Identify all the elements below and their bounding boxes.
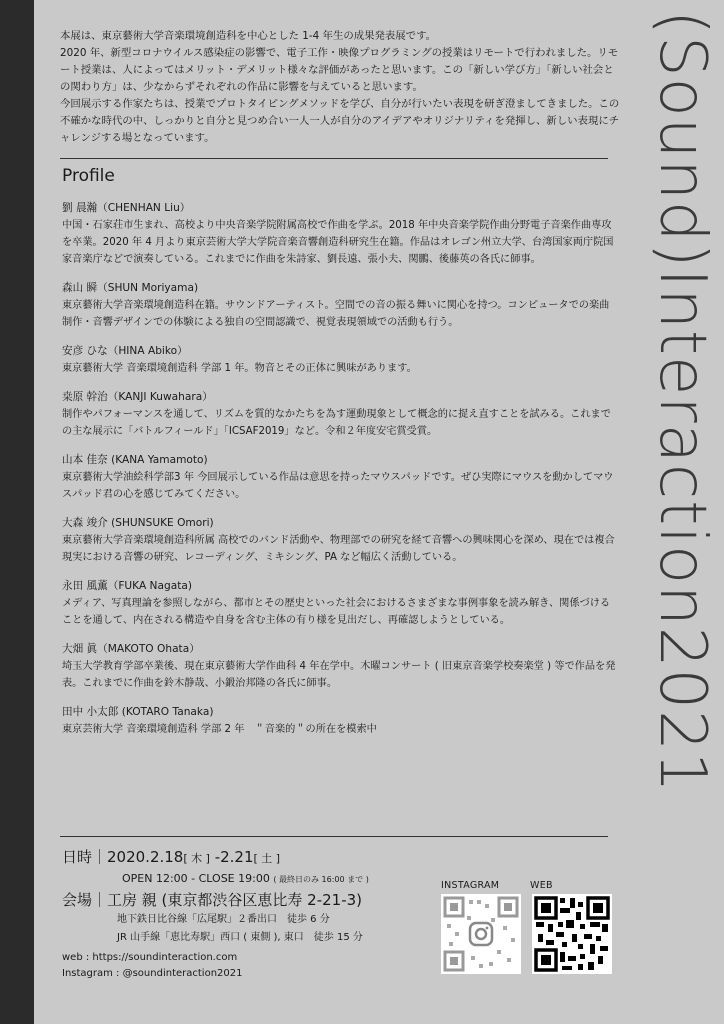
- date-end-day: [ 土 ]: [253, 852, 281, 865]
- profile-bio: 東京藝術大学音楽環境創造科在籍。サウンドアーティスト。空間での音の振る舞いに関心を持つ。コンピュータでの楽曲制作・音響デザインでの体験による独自の空間認識で、視覚表現領域での活動も行う。: [62, 300, 610, 328]
- event-date: [62, 846, 442, 870]
- profile-bio: 制作やパフォーマンスを通して、リズムを質的なかたちを為す運動現象として概念的に捉え直すことを試みる。これまでの主な展示に「バトルフィールド」「ICSAF2019」など。令和２年度安宅賞受賞。: [62, 409, 611, 437]
- profile-name: 大畑 眞（MAKOTO Ohata）: [62, 643, 200, 655]
- profile-item: [62, 641, 618, 692]
- profile-heading: Profile: [62, 166, 115, 186]
- profile-name: 森山 瞬（SHUN Moriyama): [62, 282, 199, 294]
- profile-name: 劉 晨瀚（CHENHAN Liu）: [62, 202, 191, 214]
- left-dark-strip: [0, 0, 34, 1024]
- profile-item: [62, 515, 618, 566]
- profile-item: [62, 452, 618, 503]
- intro-text: [60, 28, 620, 147]
- links: [62, 950, 242, 982]
- instagram-qr-code[interactable]: [441, 894, 521, 974]
- hours-text: OPEN 12:00 - CLOSE 19:00: [122, 872, 270, 885]
- date-separator: -2.21: [209, 848, 254, 866]
- web-link[interactable]: web : https://soundinteraction.com: [62, 952, 238, 963]
- event-info: [62, 846, 442, 947]
- instagram-link[interactable]: Instagram : @soundinteraction2021: [62, 968, 243, 979]
- intro-paragraph: 今回展示する作家たちは、授業でプロトタイピングメソッドを学び、自分が行いたい表現を研ぎ澄ましてきました。この不確かな時代の中、しっかりと自分と見つめ合い一人一人が自分のアイデアやオリジナリティを発揮し、新しい表現にチャレンジする場となっています。: [60, 98, 620, 144]
- web-qr-label: WEB: [530, 880, 553, 891]
- divider-top: [60, 158, 608, 159]
- profile-name: 大森 竣介 (SHUNSUKE Omori): [62, 517, 214, 529]
- profile-name: 安彦 ひな（HINA Abiko）: [62, 345, 188, 357]
- profile-list: [62, 200, 618, 750]
- profile-name: 山本 佳奈 (KANA Yamamoto): [62, 454, 208, 466]
- instagram-qr-icon: [441, 894, 521, 974]
- profile-item: [62, 389, 618, 440]
- profile-bio: 東京芸術大学 音楽環境創造科 学部 2 年 ＂音楽的＂の所在を模索中: [62, 724, 377, 735]
- profile-bio: 東京藝術大学油絵科学部3 年 今回展示している作品は意思を持ったマウスパッドです。ぜひ実際にマウスを動かしてマウスパッド君の心を感じてみてください。: [62, 472, 614, 500]
- access-info: [117, 911, 442, 947]
- date-label: 日時｜2020.2.18: [62, 848, 184, 866]
- divider-bottom: [60, 836, 608, 837]
- profile-bio: 東京藝術大学 音楽環境創造科 学部 1 年。物音とその正体に興味があります。: [62, 363, 417, 374]
- web-qr-icon: [532, 894, 612, 974]
- profile-bio: 中国・石家荘市生まれ、高校より中央音楽学院附属高校で作曲を学ぶ。2018 年中央音楽学院作曲分野電子音楽作曲専攻を卒業。2020 年 4 月より東京芸術大学大学院音楽音響創造科研究生在籍。作品はオレゴン州立大学、台湾国家両庁院国家音楽庁などで演奏している。これまでに作曲を朱詩家、劉長遠、張小夫、関鵬、後藤英の各氏に師事。: [62, 220, 614, 265]
- profile-name: 桒原 幹治（KANJI Kuwahara）: [62, 391, 213, 403]
- access-line: 地下鉄日比谷線「広尾駅」２番出口 徒歩 6 分: [117, 914, 330, 925]
- web-qr-code[interactable]: [532, 894, 612, 974]
- profile-item: [62, 200, 618, 268]
- hours-note: ( 最終日のみ 16:00 まで ): [273, 875, 369, 884]
- profile-item: [62, 343, 618, 377]
- profile-name: 永田 風薫（FUKA Nagata): [62, 580, 192, 592]
- intro-paragraph: 本展は、東京藝術大学音楽環境創造科を中心とした 1-4 年生の成果発表展です。: [60, 30, 437, 42]
- profile-bio: メディア、写真理論を参照しながら、都市とその歴史といった社会におけるさまざまな事例事象を読み解き、関係づけることを通して、内在される構造や自身を含む主体の有り様を見出だし、再確認しようとしている。: [62, 598, 611, 626]
- date-start-day: [ 木 ]: [183, 852, 210, 865]
- vertical-title: (Sound)Interaction2021: [645, 10, 719, 794]
- intro-paragraph: 2020 年、新型コロナウイルス感染症の影響で、電子工作・映像プログラミングの授業はリモートで行われました。リモート授業は、人によってはメリット・デメリット様々な評価があったと思います。この「新しい学び方」「新しい社会との関わり方」は、少なからずそれぞれの作品に影響を与えていると思います。: [60, 47, 619, 93]
- profile-item: [62, 578, 618, 629]
- profile-name: 田中 小太郎 (KOTARO Tanaka): [62, 706, 214, 718]
- profile-bio: 埼玉大学教育学部卒業後、現在東京藝術大学作曲科 4 年在学中。木曜コンサート ( 旧東京音楽学校奏楽堂 ) 等で作品を発表。これまでに作曲を鈴木静哉、小鍛治邦隆の各氏に師事。: [62, 661, 616, 689]
- event-hours: [122, 870, 442, 889]
- access-line: JR 山手線「恵比寿駅」西口 ( 東側 ), 東口 徒歩 15 分: [117, 932, 363, 943]
- profile-item: [62, 280, 618, 331]
- event-venue: 会場｜工房 親 (東京都渋谷区恵比寿 2-21-3): [62, 891, 363, 909]
- profile-item: [62, 704, 618, 738]
- instagram-qr-label: INSTAGRAM: [441, 880, 500, 891]
- profile-bio: 東京藝術大学音楽環境創造科所属 高校でのバンド活動や、物理部での研究を経て音響への興味関心を深め、現在では複合現実における音響の研究、レコーディング、ミキシング、PA など幅広く活動している。: [62, 535, 615, 563]
